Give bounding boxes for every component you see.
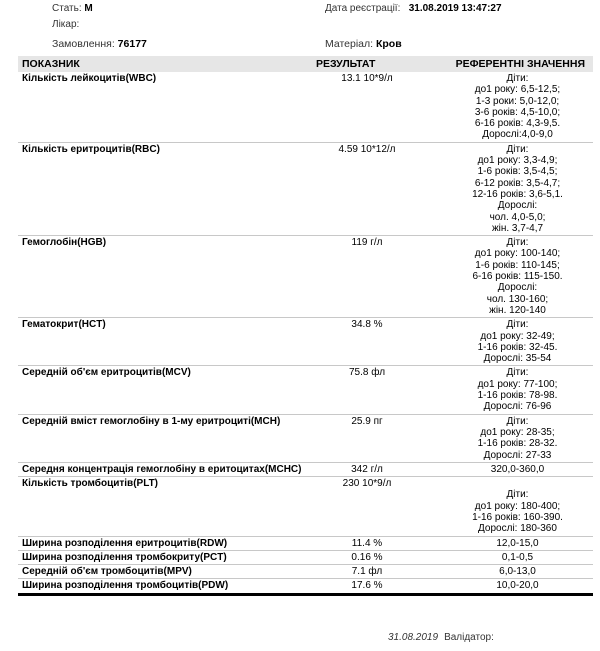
order-label: Замовлення: (52, 38, 115, 50)
reference-values (422, 72, 593, 142)
reference-line: жін. 3,7-4,7 (491, 222, 544, 234)
reference-line: до1 року: 100-140; (474, 248, 561, 260)
result-value: 342 г/л (312, 462, 422, 476)
registration-date-value: 31.08.2019 13:47:27 (408, 3, 502, 14)
reference-line: Діти: (506, 415, 529, 427)
material-field (325, 38, 402, 50)
reference-values (422, 366, 593, 414)
indicator-name: Середній об'єм тромбоцитів(MPV) (18, 565, 312, 579)
reference-line: до1 року: 3,3-4,9; (477, 155, 558, 167)
results-table (18, 56, 593, 596)
reference-line: до1 року: 77-100; (477, 378, 558, 390)
table-row (18, 318, 593, 366)
result-value: 25.9 пг (312, 414, 422, 462)
result-value: 4.59 10*12/л (312, 142, 422, 235)
reference-values (422, 536, 593, 550)
table-row (18, 366, 593, 414)
reference-line: 1-16 років: 32-45. (477, 341, 558, 353)
indicator-name: Ширина розподілення тромбокриту(PCT) (18, 550, 312, 564)
reference-line: Діти: (506, 319, 529, 331)
order-field (52, 38, 147, 50)
reference-line: до1 року: 180-400; (474, 500, 561, 512)
reference-line: 1-16 років: 160-390. (472, 511, 563, 523)
table-row (18, 550, 593, 564)
reference-values (422, 414, 593, 462)
reference-values (422, 565, 593, 579)
reference-line: до1 року: 28-35; (480, 426, 555, 438)
indicator-name: Гематокрит(HCT) (18, 318, 312, 366)
reference-line: 1-6 років: 110-145; (475, 259, 560, 271)
result-value: 119 г/л (312, 236, 422, 318)
sex-label: Стать: (52, 3, 82, 14)
reference-line: 6-16 років: 4,3-9,5. (474, 118, 561, 130)
reference-line: Діти: (506, 489, 529, 501)
reference-line: Дорослі: 27-33 (483, 449, 552, 461)
reference-values (422, 318, 593, 366)
table-row (18, 142, 593, 235)
result-value: 17.6 % (312, 579, 422, 594)
reference-line: Дорослі: (497, 282, 538, 294)
reference-line: 0,1-0,5 (501, 551, 534, 563)
material-label: Матеріал: (325, 38, 374, 50)
table-row (18, 462, 593, 476)
reference-values (422, 550, 593, 564)
reference-values (422, 477, 593, 536)
result-value: 7.1 фл (312, 565, 422, 579)
reference-line: до1 року: 6,5-12,5; (474, 84, 561, 96)
indicator-name: Кількість еритроцитів(RBC) (18, 142, 312, 235)
indicator-name: Середній вміст гемоглобіну в 1-му еритроциті(MCH) (18, 414, 312, 462)
validator-label: Валідатор: (444, 632, 494, 643)
registration-date-label: Дата реєстрації: (325, 3, 401, 14)
reference-line: чол. 130-160; (486, 293, 549, 305)
sex-value: М (84, 3, 93, 14)
reference-line: жін. 120-140 (489, 304, 546, 316)
reference-values (422, 142, 593, 235)
footer (388, 632, 494, 643)
reference-line: 6,0-13,0 (499, 566, 536, 578)
result-value: 11.4 % (312, 536, 422, 550)
reference-line: Діти: (506, 143, 529, 155)
column-header-result: РЕЗУЛЬТАТ (312, 56, 422, 72)
indicator-name: Ширина розподілення тромбоцитів(PDW) (18, 579, 312, 594)
doctor-label: Лікар: (52, 19, 80, 30)
indicator-name: Гемоглобін(HGB) (18, 236, 312, 318)
reference-line: Дорослі:4,0-9,0 (482, 129, 553, 141)
material-value: Кров (375, 38, 402, 50)
table-row (18, 565, 593, 579)
table-row (18, 414, 593, 462)
indicator-name: Середня концентрація гемоглобіну в еритоцитах(MCHC) (18, 462, 312, 476)
reference-line: Діти: (506, 73, 529, 84)
result-value: 13.1 10*9/л (312, 72, 422, 142)
footer-date: 31.08.2019 (388, 632, 439, 643)
reference-line: 1-16 років: 78-98. (477, 390, 558, 402)
reference-line: Діти: (506, 367, 529, 379)
reference-line: Діти: (506, 237, 529, 249)
reference-line: Дорослі: 76-96 (483, 401, 552, 413)
reference-line: 6-12 років: 3,5-4,7; (474, 177, 561, 189)
reference-line: 12,0-15,0 (496, 537, 539, 549)
reference-values (422, 462, 593, 476)
reference-line: 1-3 роки: 5,0-12,0; (475, 95, 560, 107)
column-header-indicator: ПОКАЗНИК (18, 56, 312, 72)
reference-line: Дорослі: 180-360 (478, 523, 557, 535)
table-row (18, 236, 593, 318)
column-header-reference: РЕФЕРЕНТНІ ЗНАЧЕННЯ (422, 56, 593, 72)
result-value: 75.8 фл (312, 366, 422, 414)
reference-line (442, 478, 593, 489)
reference-values (422, 236, 593, 318)
reference-line: 1-16 років: 28-32. (477, 438, 558, 450)
table-row (18, 72, 593, 142)
result-value: 0.16 % (312, 550, 422, 564)
indicator-name: Ширина розподілення еритроцитів(RDW) (18, 536, 312, 550)
reference-line: 6-16 років: 115-150. (472, 271, 563, 283)
table-row (18, 477, 593, 536)
reference-line: 320,0-360,0 (490, 463, 545, 475)
order-value: 76177 (117, 38, 147, 50)
reference-line: 12-16 років: 3,6-5,1. (472, 188, 563, 200)
result-value: 34.8 % (312, 318, 422, 366)
sex-field (52, 3, 93, 14)
reference-line: 3-6 років: 4,5-10,0; (474, 106, 561, 118)
indicator-name: Кількість лейкоцитів(WBC) (18, 72, 312, 142)
reference-values (422, 579, 593, 594)
reference-line: 10,0-20,0 (496, 580, 539, 592)
reference-line: Дорослі: (497, 200, 538, 212)
reference-line: Дорослі: 35-54 (483, 353, 552, 365)
result-value: 230 10*9/л (312, 477, 422, 536)
registration-date-field (325, 3, 502, 14)
table-row (18, 536, 593, 550)
reference-line: до1 року: 32-49; (480, 330, 555, 342)
indicator-name: Кількість тромбоцитів(PLT) (18, 477, 312, 536)
indicator-name: Середній об'єм еритроцитів(MCV) (18, 366, 312, 414)
reference-line: 1-6 років: 3,5-4,5; (477, 166, 558, 178)
table-row (18, 579, 593, 594)
reference-line: чол. 4,0-5,0; (489, 211, 546, 223)
